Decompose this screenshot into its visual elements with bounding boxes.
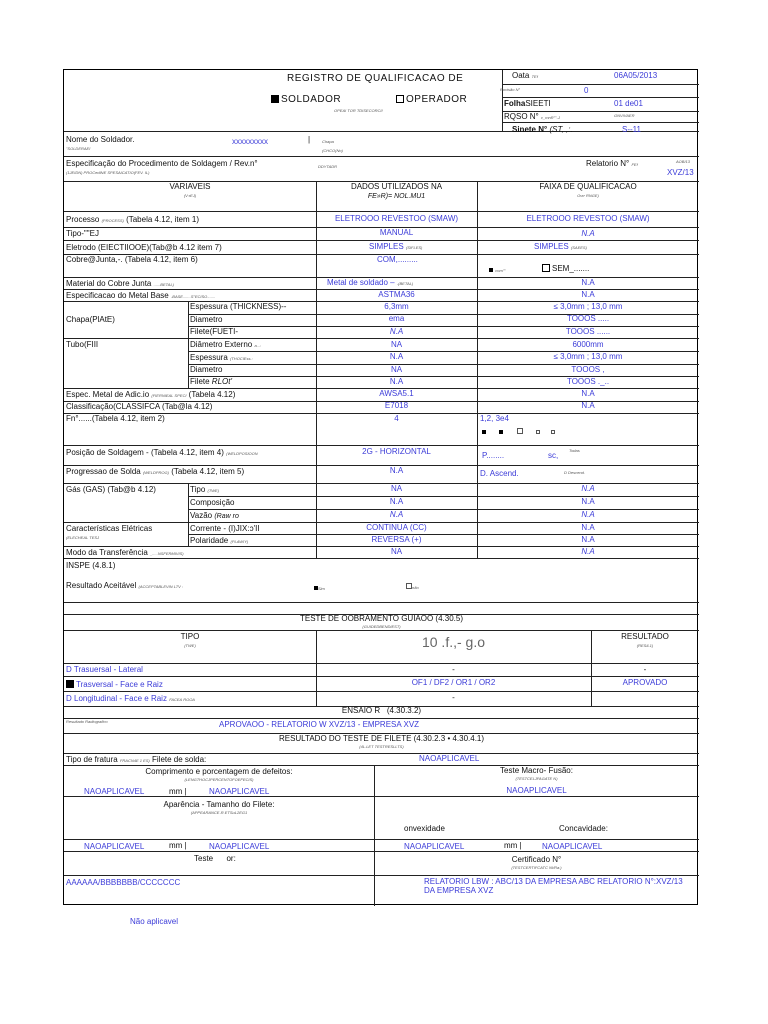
classificacao-dados: E7018 xyxy=(384,401,409,410)
aparencia-value2: NAOAPLICAVEL xyxy=(209,842,270,851)
tubo-diam-faixa: 6000mm xyxy=(572,340,604,349)
tipo-label: Tipo-""EJ xyxy=(66,229,99,238)
comprimento-tiny: (LENGTHOCJPERCENTOFOEFECIS) xyxy=(184,777,254,782)
metal-adicao-row: Espec. Metal de Adic.io (FIERNIEAL SPECI (Tabela 4.12) xyxy=(66,390,236,399)
concavidade-label: Concavidade: xyxy=(559,824,608,833)
soldador-name-value: xxxxxxxxx xyxy=(232,137,268,146)
dobramento-tipo-label: TIPO xyxy=(180,632,200,641)
esp-metal-dados: ASTMA36 xyxy=(378,290,415,299)
chapa-esp-dados: 6,3mm xyxy=(384,302,409,311)
checked-dot-icon xyxy=(489,268,493,272)
dobramento-row3-value: - xyxy=(452,693,455,702)
chapa-filete-faixa: TOOOS ...... xyxy=(565,327,611,336)
fn-dados: 4 xyxy=(394,414,399,423)
progressao-faixa: D. Ascend. xyxy=(480,469,519,478)
carac-polaridade-faixa: N.A xyxy=(581,535,595,544)
progressao-row: Progressao de Solda (WELDPROG) (Tabela 4.12, item 5) xyxy=(66,467,245,476)
tubo-filete-label: Filete RLOt' xyxy=(190,377,232,386)
chapa-esp-faixa: ≤ 3,0mm ; 13,0 mm xyxy=(553,302,623,311)
tubo-filete-faixa: TOOOS ._.. xyxy=(566,377,610,386)
rqso-tiny: GNVIVAER xyxy=(614,113,635,118)
tubo-esp-faixa: ≤ 3,0mm ; 13,0 mm xyxy=(553,352,623,361)
material-faixa: N.A xyxy=(581,278,595,287)
carac-polaridade-dados: REVERSA (+) xyxy=(371,535,422,544)
cobre-sem-option[interactable]: SEM_....... xyxy=(542,264,589,274)
folha-label: FolhaSIEETI xyxy=(504,99,551,108)
chapa-esp-label: Espessura (THICKNESS)-- xyxy=(190,302,287,311)
material-row: Material do Cobre Junta ......BETAL) xyxy=(66,279,174,288)
carac-polaridade-label: Polaridade (PLAWIY) xyxy=(190,536,249,545)
gas-tipo-faixa: N.A xyxy=(581,484,595,493)
chapa-label: Chapa xyxy=(322,139,334,144)
gas-vazao-label: Vazão (Raw ro xyxy=(190,511,239,520)
gas-vazao-faixa: N.A xyxy=(581,510,595,519)
ensaio-resultado-value: APROVAOO - RELATORIO W XVZ/13 - EMPRESA XVZ xyxy=(219,720,420,729)
carac-corrente-dados: CONTINUA (CC) xyxy=(366,523,427,532)
header-subtitle: OPEAI TOR TDISECORCII xyxy=(334,108,383,113)
dobramento-resultado-tiny: (RESIL1) xyxy=(636,643,654,648)
gas-comp-dados: N.A xyxy=(389,497,404,506)
sinete-label: Sinete N° (ST, ,:. xyxy=(512,125,573,134)
processo-dados: ELETROOO REVESTOO (SMAW) xyxy=(334,214,459,223)
posicao-dados: 2G - HORIZONTAL xyxy=(362,447,431,456)
chapa-filete-label: Filete(FUETI- xyxy=(190,327,238,336)
checked-dot-icon xyxy=(482,430,486,434)
procedimento-tiny2: DDYTADR xyxy=(318,164,338,169)
gas-label: Gás (GAS) (Tab@b 4.12) xyxy=(66,485,156,494)
filete-title-tiny: (4L.LET TESTRESLLTS) xyxy=(359,744,404,749)
gas-tipo-label: Tipo (TWE) xyxy=(190,485,220,494)
gas-vazao-dados: N.A xyxy=(389,510,404,519)
dobramento-row2-value: OF1 / DF2 / OR1 / OR2 xyxy=(411,678,496,687)
tubo-diam2-dados: NA xyxy=(390,365,403,374)
procedimento-label: Especificação do Procedimento de Soldagem / Rev.n° xyxy=(66,159,258,168)
progressao-faixa-tiny: D Descend. xyxy=(564,470,585,475)
dobramento-row2-label[interactable]: Trasversal - Face e Raiz xyxy=(66,680,163,690)
col-faixa: FAIXA DE QUALIFICACAO xyxy=(539,182,637,191)
checked-dot-icon xyxy=(499,430,503,434)
filete-title: RESULTADO DO TESTE DE FILETE (4.30.2.3 • 4.30.4.1) xyxy=(278,734,485,743)
nao-aplicavel: Não aplicavel xyxy=(130,917,179,926)
rqso-label: RQSO N° c_mnR""-J xyxy=(504,112,560,121)
dobramento-title-tiny: (GUIDEDBENDIEST) xyxy=(362,624,401,629)
dobramento-row1-value: - xyxy=(452,665,455,674)
carac-corrente-label: Corrente - (I)JIX:ɔ'II xyxy=(190,524,260,533)
empty-box-icon xyxy=(536,430,540,434)
classificacao-faixa: N.A xyxy=(581,401,595,410)
aparencia-tiny: (APPEARANCE-R.ETSuL2EG1 xyxy=(190,810,248,815)
cobre-dados: COM,......... xyxy=(377,255,418,264)
certificado-tiny: (TESTCERTIFCATC NI/Ra:) xyxy=(511,865,562,870)
aparencia-mm: mm | xyxy=(169,841,187,850)
chapa-diam-dados: ema xyxy=(388,314,405,323)
posicao-row: Posição de Soldagem - (Tabela 4.12, item 4) (WELDPOSIOON xyxy=(66,448,258,457)
convexidade-mm: mm | xyxy=(504,841,522,850)
empty-box-icon xyxy=(517,428,523,434)
sinete-value: S--11 xyxy=(622,125,641,134)
tubo-esp-label: Espessura (THOCIEss.: xyxy=(190,353,253,362)
data-value: 06A05/2013 xyxy=(614,71,658,80)
esp-metal-faixa: N.A xyxy=(581,290,595,299)
empty-box-icon xyxy=(551,430,555,434)
tubo-diam-label: Diâmetro Externo a...: xyxy=(190,340,262,349)
modo-dados: NA xyxy=(390,547,403,556)
classificacao-label: Classificação(CLASSIFCA (Tab@la 4.12) xyxy=(66,402,213,411)
chapa-tiny: (CHCO(No) xyxy=(322,148,343,153)
comprimento-value2: NAOAPLICAVEL xyxy=(209,787,270,796)
tubo-group-label: Tubo(FIII xyxy=(66,340,99,349)
eletrodo-dados: SIMPLES (SIFLES) xyxy=(369,242,423,251)
operador-option[interactable] xyxy=(396,94,467,105)
tubo-filete-dados: N.A xyxy=(389,377,404,386)
convexidade-label: onvexidade xyxy=(404,824,445,833)
eletrodo-label: Eletrodo (EIECTIIOOE)(Tab@b 4.12 item 7) xyxy=(66,243,222,252)
carac-corrente-faixa: N.A xyxy=(581,523,595,532)
dobramento-row2-result: APROVADO xyxy=(622,678,668,687)
eletrodo-faixa: SIMPLES (SAEES) xyxy=(534,242,587,251)
processo-row: Processo (PROCESS) (Tabela 4.12, item 1) xyxy=(66,215,199,224)
soldador-separator: | xyxy=(308,135,311,144)
posicao-faixa-tiny: Todas xyxy=(569,448,580,453)
material-dados: Metal de soldado – -(BETAL) xyxy=(327,278,414,287)
posicao-faixa-p: P........ xyxy=(482,451,505,460)
comprimento-label: Comprimento e porcentagem de defeitos: xyxy=(145,767,293,776)
dobramento-resultado-label: RESULTADO xyxy=(621,632,669,641)
posicao-faixa-sc: sc, xyxy=(548,451,559,460)
macro-value: NAOAPLICAVEL xyxy=(506,786,567,795)
dobramento-row1-label: D Trasuersal - Lateral xyxy=(66,665,143,674)
form-title: REGISTRO DE QUALIFICACAO DE xyxy=(287,73,464,84)
resultado-nao-option[interactable]: não xyxy=(406,583,419,592)
revisao-label: Rovisão N° xyxy=(500,87,521,92)
tipo-dados: MANUAL xyxy=(379,228,414,237)
gas-comp-label: Composição xyxy=(190,498,235,507)
data-label: Oata TEf xyxy=(512,71,538,80)
dobramento-row3-label: D Longitudinal - Face e Raiz FACEA ROOA xyxy=(66,694,195,703)
concavidade-value: NAOAPLICAVEL xyxy=(542,842,603,851)
metal-adicao-dados: AWSA5.1 xyxy=(379,389,414,398)
modo-row: Modo da Transferência _.....NSFERMIVIS) xyxy=(66,548,184,557)
ensaio-resultado-tiny: Resultado Radiografico xyxy=(66,719,108,724)
cobre-com-option[interactable]: com"" xyxy=(489,266,506,275)
checkbox-checked-icon xyxy=(271,95,279,103)
carac-label: Características Elétricas xyxy=(66,524,153,533)
tipo-faixa: N.A xyxy=(581,229,595,238)
convexidade-value: NAOAPLICAVEL xyxy=(404,842,465,851)
fn-options[interactable] xyxy=(482,428,555,437)
checkbox-empty-icon xyxy=(396,95,404,103)
gas-tipo-dados: NA xyxy=(390,484,403,493)
tubo-esp-dados: N.A xyxy=(389,352,404,361)
qualification-form xyxy=(63,69,698,926)
revisao-value: 0 xyxy=(584,86,589,95)
tubo-diam-dados: NA xyxy=(390,340,403,349)
teste-value: AAAAAA/BBBBBBB/CCCCCCC xyxy=(66,878,181,887)
teste-label: Teste or: xyxy=(194,854,236,863)
col-faixa-sub: Ovrr RNGE) xyxy=(577,193,599,198)
comprimento-value1: NAOAPLICAVEL xyxy=(84,787,145,796)
dobramento-title: TESTE DE OOBRAMENTO GUIAOO (4.30.5) xyxy=(300,614,463,623)
fn-faixa: 1,2, 3e4 xyxy=(480,414,509,423)
tipo-fratura-row: Tipo de fratura FRACN4E 1 ES) Filete de solda: xyxy=(66,755,207,764)
progressao-dados: N.A xyxy=(389,466,404,475)
resultado-sim-option[interactable]: Sim xyxy=(314,584,325,593)
col-variaveis: VARIAVEIS xyxy=(169,182,211,191)
operador-label: OPERADOR xyxy=(406,94,468,105)
dobramento-tipo-tiny: (TWE) xyxy=(184,643,196,648)
chapa-diam-faixa: TOOOS ..... xyxy=(566,314,610,323)
col-dados-sub: FE»R)= NOL.MU1 xyxy=(367,193,426,200)
col-variaveis-sub: (V:rEJ) xyxy=(183,193,197,198)
soldador-option[interactable] xyxy=(271,94,341,105)
soldador-label: SOLDADOR xyxy=(281,94,342,105)
comprimento-mm: mm | xyxy=(169,787,187,796)
inspe-label: INSPE (4.8.1) xyxy=(66,561,116,570)
tubo-diam2-faixa: TOOOS , xyxy=(571,365,605,374)
aparencia-value1: NAOAPLICAVEL xyxy=(84,842,145,851)
relatorio-tiny: AOB/13 xyxy=(676,159,691,164)
macro-label: Teste Macro- Fusão: xyxy=(500,766,573,775)
dobramento-row1-result: - xyxy=(643,665,647,674)
soldador-name-label: Nome do Soldador. xyxy=(66,135,135,144)
chapa-filete-dados: N.A xyxy=(389,327,404,336)
fn-label: Fn°......(Tabela 4.12, item 2) xyxy=(66,414,165,423)
ensaio-title: ENSAIO R (4.30.3.2) xyxy=(341,706,422,715)
checkbox-checked-icon xyxy=(66,680,74,688)
relatorio-value: XVZ/13 xyxy=(667,168,694,177)
chapa-group-label: Chapa(PlAtE) xyxy=(66,315,115,324)
cobre-label: Cobre@Junta,-. (Tabela 4.12, item 6) xyxy=(66,255,198,264)
metal-adicao-faixa: N.A xyxy=(581,389,595,398)
certificado-label: Certificado N° xyxy=(511,855,562,864)
soldador-name-tiny: "SOLDERAEI xyxy=(66,146,91,151)
relatorio-label: Relatorio N° FEf xyxy=(586,159,638,168)
procedimento-tiny: (1JEIDN) PROCedINE SPESAICATIO(FEV. IL) xyxy=(66,170,150,175)
folha-value: 01 de01 xyxy=(614,99,643,108)
carac-tiny: (ELECHEAL TESJ xyxy=(66,535,100,540)
checkbox-empty-icon xyxy=(542,264,550,272)
processo-faixa: ELETROOO REVESTOO (SMAW) xyxy=(526,214,650,223)
dobramento-center-value: 10 .f.,- g.o xyxy=(421,634,486,650)
modo-faixa: N.A xyxy=(581,547,595,556)
esp-metal-row: Especificacao do Metal Base -BASE.......S"ECISO-...... xyxy=(66,291,216,300)
col-dados: DADOS UTILIZADOS NA xyxy=(350,182,443,191)
macro-tiny: (TESTCELJFAGATE N) xyxy=(515,776,558,781)
certificado-value: RELATORIO LBW : ABC/13 DA EMPRESA ABC RELATORIO N°:XVZ/13 DA EMPRESA XVZ xyxy=(424,877,683,895)
filete-solda-value: NAOAPLICAVEL xyxy=(419,754,480,763)
tubo-diam2-label: Diametro xyxy=(190,365,223,374)
gas-comp-faixa: N.A xyxy=(581,497,595,506)
chapa-diam-label: Diametro xyxy=(190,315,223,324)
resultado-aceitavel: Resultado Aceitável (ACCEPTABLEVIN LTV : xyxy=(66,581,184,590)
aparencia-label: Aparência - Tamanho do Filete: xyxy=(163,800,275,809)
